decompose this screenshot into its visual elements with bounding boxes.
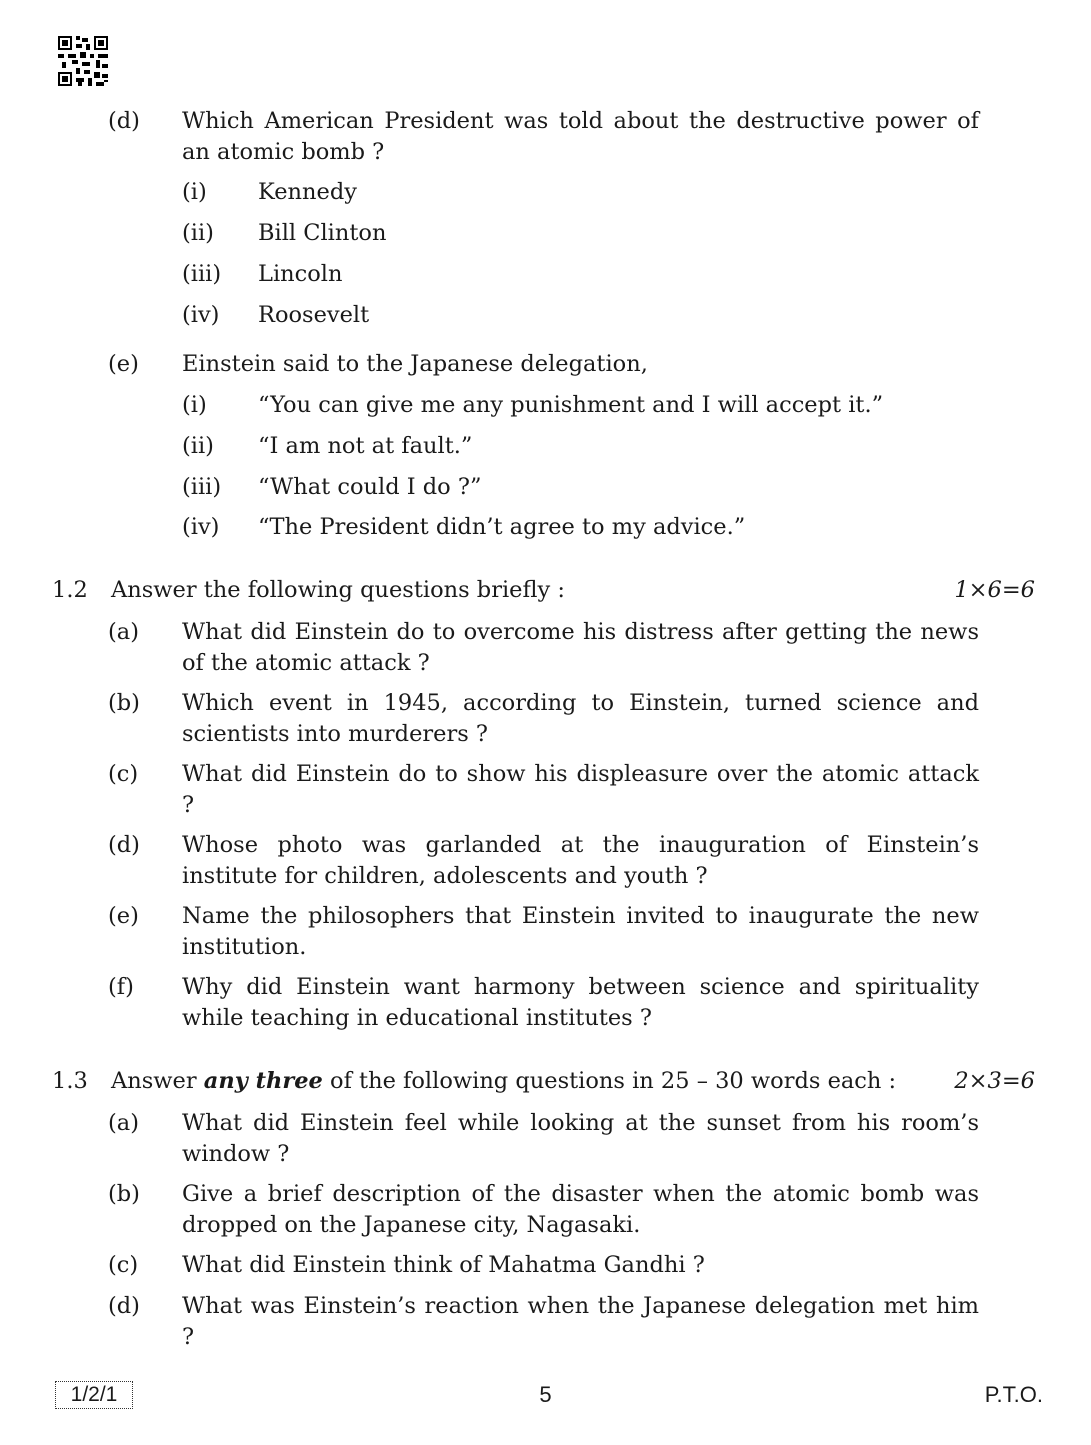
section-number: 1.3: [52, 1068, 88, 1094]
question-label: (c): [108, 761, 139, 787]
option-label: (i): [182, 179, 207, 205]
question-label: (b): [108, 1181, 140, 1207]
pto-label: P.T.O.: [984, 1382, 1043, 1407]
question-label: (d): [108, 832, 140, 858]
option-label: (iii): [182, 474, 222, 500]
section-number: 1.2: [52, 577, 88, 603]
question-text: Name the philosophers that Einstein invited to inaugurate the new institution.: [182, 903, 979, 960]
section-heading: Answer any three of the following questions in 25 – 30 words each :: [111, 1068, 897, 1094]
question-text: What did Einstein do to overcome his distress after getting the news of the atomic attack ?: [182, 619, 979, 676]
question-text: What was Einstein’s reaction when the Japanese delegation met him ?: [182, 1293, 979, 1350]
option-text: “I am not at fault.”: [258, 433, 473, 459]
question-text: Einstein said to the Japanese delegation,: [182, 351, 648, 377]
question-label: (d): [108, 1293, 140, 1319]
question-label: (e): [108, 903, 139, 929]
question-label: (a): [108, 619, 139, 645]
page-number: 5: [539, 1382, 552, 1407]
option-label: (iv): [182, 514, 220, 540]
question-label: (d): [108, 108, 140, 134]
option-text: “You can give me any punishment and I will accept it.”: [258, 392, 884, 418]
option-text: Kennedy: [258, 179, 357, 205]
option-label: (ii): [182, 433, 214, 459]
question-label: (e): [108, 351, 139, 377]
option-text: Lincoln: [258, 261, 343, 287]
question-text: Which event in 1945, according to Einstein, turned science and scientists into murderers ?: [182, 690, 979, 747]
option-label: (i): [182, 392, 207, 418]
question-text: Why did Einstein want harmony between science and spirituality while teaching in educational institutes ?: [182, 974, 979, 1031]
question-label: (a): [108, 1110, 139, 1136]
question-text: What did Einstein feel while looking at the sunset from his room’s window ?: [182, 1110, 979, 1167]
question-text: Give a brief description of the disaster when the atomic bomb was dropped on the Japanese city, Nagasaki.: [182, 1181, 979, 1238]
option-label: (iii): [182, 261, 222, 287]
question-label: (c): [108, 1252, 139, 1278]
option-text: Roosevelt: [258, 302, 370, 328]
option-label: (iv): [182, 302, 220, 328]
question-text: What did Einstein think of Mahatma Gandhi ?: [182, 1252, 705, 1278]
question-label: (b): [108, 690, 140, 716]
question-text: Whose photo was garlanded at the inauguration of Einstein’s institute for children, adolescents and youth ?: [182, 832, 979, 889]
question-text: What did Einstein do to show his displeasure over the atomic attack ?: [182, 761, 979, 818]
option-text: “What could I do ?”: [258, 474, 482, 500]
section-marks: 1×6=6: [954, 577, 1035, 603]
qr-code: [58, 36, 108, 86]
option-text: Bill Clinton: [258, 220, 387, 246]
section-heading: Answer the following questions briefly :: [111, 577, 565, 603]
question-label: (f): [108, 974, 134, 1000]
option-label: (ii): [182, 220, 214, 246]
option-text: “The President didn’t agree to my advice.”: [258, 514, 746, 540]
section-marks: 2×3=6: [954, 1068, 1035, 1094]
question-text: Which American President was told about the destructive power of an atomic bomb ?: [182, 108, 979, 165]
paper-code: 1/2/1: [55, 1381, 133, 1409]
